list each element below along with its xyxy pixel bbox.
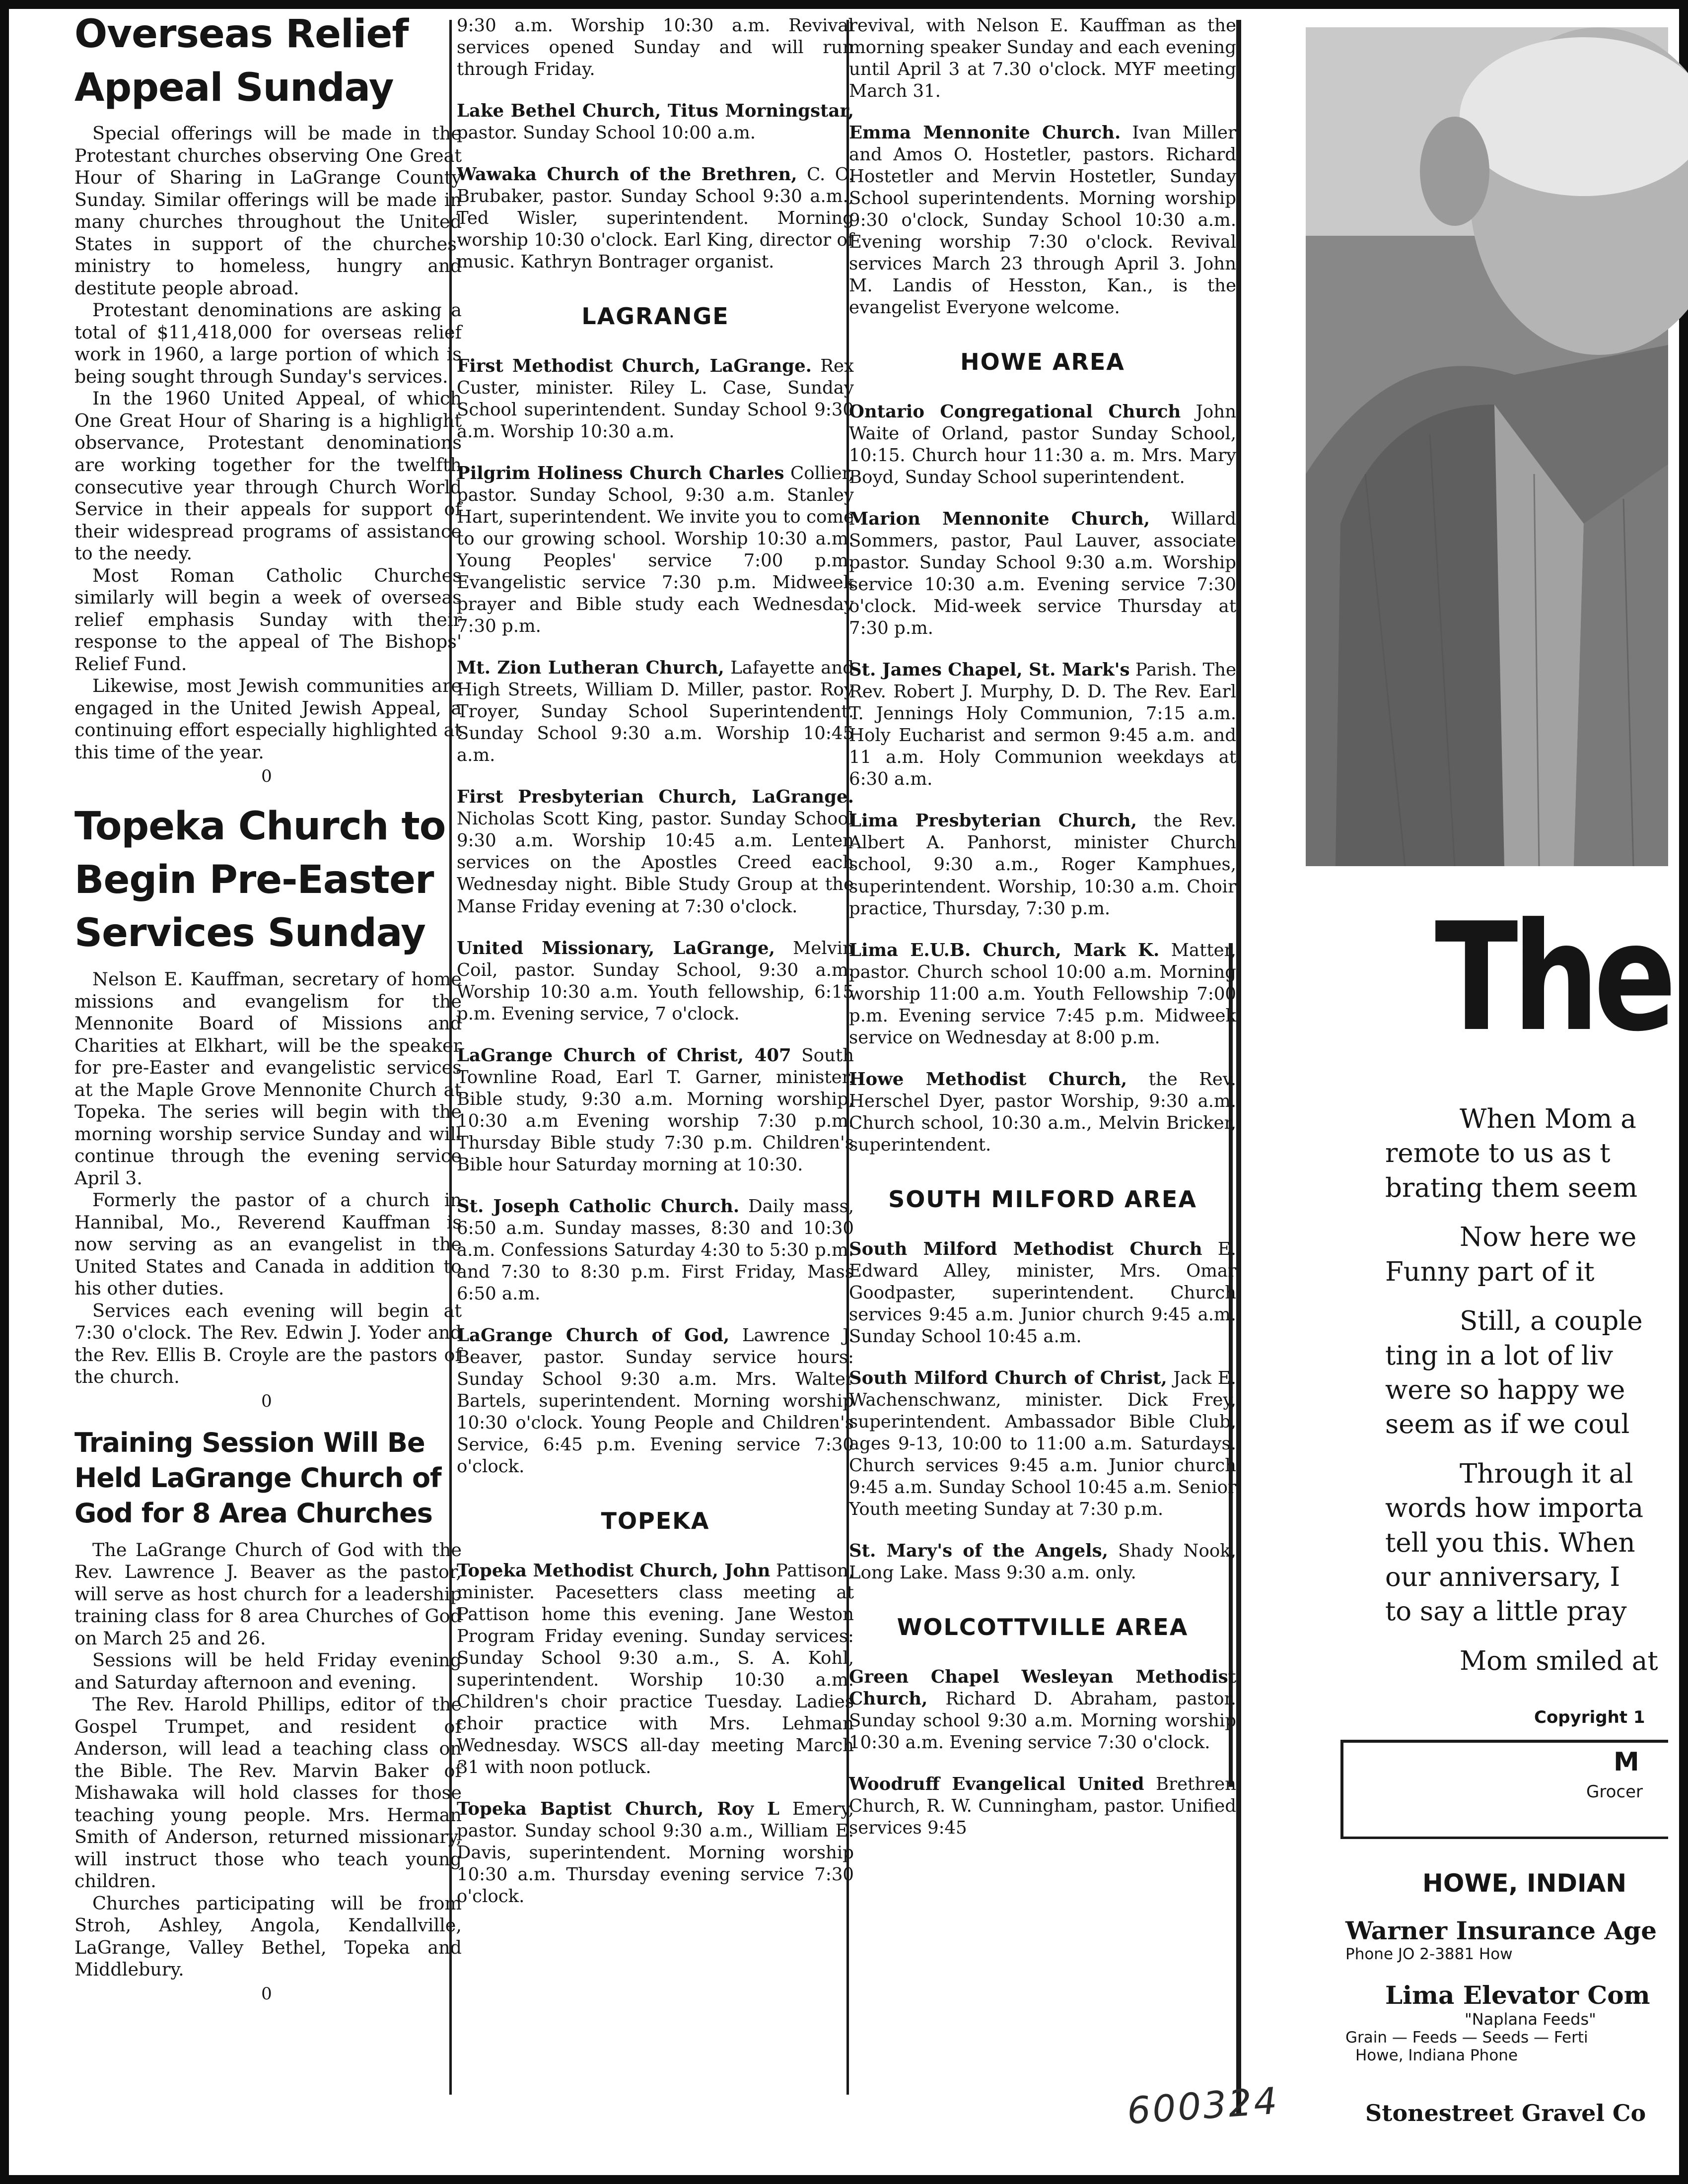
training-session-story bbox=[74, 1425, 462, 2004]
wolcottville-section-heading: WOLCOTTVILLE AREA bbox=[897, 1613, 1189, 1640]
ad-line: brating them seem bbox=[1385, 1172, 1638, 1203]
story-headline: Training Session Will Be Held LaGrange Church of God for 8 Area Churches bbox=[74, 1427, 441, 1529]
church-listing: Ontario Congregational Church John Waite of Orland, pastor Sunday School, 10:15. Church hour 11:30 a. m. Mrs. Mary Boyd, Sunday School superintendent. bbox=[849, 402, 1236, 488]
business-detail: Grain — Feeds — Seeds — Ferti bbox=[1345, 2029, 1588, 2047]
overseas-relief-story bbox=[74, 8, 462, 786]
ad-line: Mom smiled at bbox=[1460, 1645, 1658, 1676]
sponsor-name: M bbox=[1614, 1747, 1639, 1777]
story-headline: Overseas Relief Appeal Sunday bbox=[74, 12, 409, 110]
ad-line: words how importa bbox=[1385, 1493, 1644, 1524]
church-listing: Lima Presbyterian Church, the Rev. Albert A. Panhorst, minister Church school, 9:30 a.m., Roger Kamphues, superintendent. Worship, 10:30 a.m. Choir practice, Thursday, 7:30 p.m. bbox=[849, 811, 1237, 919]
church-listing: LaGrange Church of Christ, 407 South Townline Road, Earl T. Garner, minister. Bible study, 9:30 a.m. Morning worship, 10:30 a.m Evening worship 7:30 p.m. Thursday Bible study 7:30 p.m. Children's Bible hour Saturday morning at 10:30. bbox=[457, 1045, 854, 1175]
ad-line: to say a little pray bbox=[1385, 1596, 1627, 1627]
story-paragraph: Nelson E. Kauffman, secretary of home missions and evangelism for the Mennonite Board of Missions and Charities at Elkhart, will be the speaker for pre-Easter and evangelistic services at the Maple Grove Mennonite Church at Topeka. The series will begin with the morning worship service Sunday and will continue through the evening service April 3. bbox=[74, 968, 462, 1189]
topeka-section-heading: TOPEKA bbox=[601, 1507, 710, 1534]
ad-line: Still, a couple bbox=[1460, 1306, 1643, 1337]
church-listing: Lima E.U.B. Church, Mark K. Matter, pastor. Church school 10:00 a.m. Morning worship 11:00 a.m. Youth Fellowship 7:00 p.m. Evening service 7:45 p.m. Midweek service on Wednesday at 8:00 p.m. bbox=[849, 940, 1236, 1048]
archive-stamp: 600324 bbox=[1125, 2079, 1281, 2133]
story-paragraph: The Rev. Harold Phillips, editor of the Gospel Trumpet, and resident of Anderson, will lead a teaching class on the Bible. The Rev. Marvin Baker of Mishawaka will hold classes for those teaching young people. Mrs. Herman Smith of Anderson, returned missionary, will instruct those who teach young children. bbox=[74, 1694, 462, 1892]
church-listing: Green Chapel Wesleyan Methodist Church, Richard D. Abraham, pastor. Sunday school 9:30 a.m. Morning worship 10:30 a.m. Evening service 7:30 o'clock. bbox=[849, 1666, 1236, 1753]
ad-line: Through it al bbox=[1460, 1458, 1633, 1489]
column-2 bbox=[457, 15, 854, 2105]
ad-line: tell you this. When bbox=[1385, 1527, 1635, 1558]
story-paragraph: Most Roman Catholic Churches similarly will begin a week of overseas relief emphasis Sunday with their response to the appeal of The Bishops' Relief Fund. bbox=[74, 564, 462, 675]
church-listing: Lake Bethel Church, Titus Morningstar, pastor. Sunday School 10:00 a.m. bbox=[457, 101, 854, 143]
story-paragraph: Likewise, most Jewish communities are engaged in the United Jewish Appeal, a continuing effort especially highlighted at this time of the year. bbox=[74, 675, 462, 763]
church-listing: United Missionary, LaGrange, Melvin Coil, pastor. Sunday School, 9:30 a.m. Worship 10:30 a.m. Youth fellowship, 6:15 p.m. Evening service, 7 o'clock. bbox=[457, 938, 854, 1024]
church-listing: Marion Mennonite Church, Willard Sommers, pastor, Paul Lauver, associate pastor. Sunday School 9:30 a.m. Worship service 10:30 a.m. Evening service 7:30 o'clock. Mid-week service Thursday at 7:30 p.m. bbox=[849, 509, 1236, 639]
ad-line: remote to us as t bbox=[1385, 1138, 1611, 1169]
story-paragraph: Formerly the pastor of a church in Hannibal, Mo., Reverend Kauffman is now serving as an evangelist in the United States and Canada in addition to his other duties. bbox=[74, 1189, 462, 1299]
church-listing: St. Mary's of the Angels, Shady Nook, Long Lake. Mass 9:30 a.m. only. bbox=[849, 1540, 1236, 1583]
ad-line: Now here we bbox=[1460, 1222, 1637, 1253]
business-name: Warner Insurance Age bbox=[1345, 1916, 1657, 1945]
story-paragraph: Churches participating will be from Stroh, Ashley, Angola, Kendallville, LaGrange, Valley Bethel, Topeka and Middlebury. bbox=[74, 1892, 462, 1980]
lagrange-section-heading: LAGRANGE bbox=[581, 303, 729, 330]
church-listing: revival, with Nelson E. Kauffman as the morning speaker Sunday and each evening until April 3 at 7.30 o'clock. MYF meeting March 31. bbox=[849, 15, 1236, 102]
ad-line: seem as if we coul bbox=[1385, 1409, 1630, 1440]
church-listing: Topeka Methodist Church, John Pattison, minister. Pacesetters class meeting at Pattison home this evening. Jane Weston Program Friday evening. Sunday services: Sunday School 9:30 a.m., S. A. Kohl, superintendent. Worship 10:30 a.m. Children's choir practice Tuesday. Ladies choir practice with Mrs. Lehman Wednesday. WSCS all-day meeting March 31 with noon potluck. bbox=[457, 1560, 854, 1777]
sponsor-subtitle: Grocer bbox=[1586, 1782, 1643, 1802]
directory-listing bbox=[1365, 2100, 1668, 2126]
church-listing: Mt. Zion Lutheran Church, Lafayette and High Streets, William D. Miller, pastor. Roy Troyer, Sunday School Superintendent. Sunday School 9:30 a.m. Worship 10:45 a.m. bbox=[457, 658, 854, 766]
ad-border bbox=[1340, 1740, 1668, 1743]
business-detail: Phone JO 2-3881 How bbox=[1345, 1945, 1513, 1963]
church-listing: St. Joseph Catholic Church. Daily mass, 6:50 a.m. Sunday masses, 8:30 and 10:30 a.m. Confessions Saturday 4:30 to 5:30 p.m. and 7:30 to 8:30 p.m. First Friday, Mass 6:50 a.m. bbox=[457, 1196, 854, 1304]
story-separator: 0 bbox=[261, 1391, 275, 1411]
directory-listing bbox=[1345, 1916, 1668, 1963]
story-paragraph: Protestant denominations are asking a total of $11,418,000 for overseas relief work in 1960, a large portion of which is being sought through Sunday's services. bbox=[74, 299, 462, 387]
church-listing: Emma Mennonite Church. Ivan Miller and Amos O. Hostetler, pastors. Richard Hostetler and Mervin Hostetler, Sunday School superintendents. Morning worship 9:30 o'clock, Sunday School 10:30 a.m. Evening worship 7:30 o'clock. Revival services March 23 through April 3. John M. Landis of Hesston, Kan., is the evangelist Everyone welcome. bbox=[849, 123, 1236, 318]
ad-line: Funny part of it bbox=[1385, 1256, 1595, 1287]
business-detail: Howe, Indiana Phone bbox=[1355, 2047, 1518, 2064]
ad-headline: The bbox=[1435, 891, 1671, 1064]
story-separator: 0 bbox=[261, 1983, 275, 2004]
story-paragraph: Services each evening will begin at 7:30 o'clock. The Rev. Edwin J. Yoder and the Rev. Ellis B. Croyle are the pastors of the church. bbox=[74, 1299, 462, 1388]
ad-line: When Mom a bbox=[1460, 1104, 1636, 1134]
story-paragraph: Sessions will be held Friday evening and Saturday afternoon and evening. bbox=[74, 1649, 462, 1693]
directory-listing bbox=[1345, 1980, 1668, 2064]
ad-line: ting in a lot of liv bbox=[1385, 1340, 1613, 1371]
church-listing: First Presbyterian Church, LaGrange. Nicholas Scott King, pastor. Sunday School 9:30 a.m. Worship 10:45 a.m. Lenten services on the Apostles Creed each Wednesday night. Bible Study Group at the Manse Friday evening at 7:30 o'clock. bbox=[457, 787, 854, 917]
story-paragraph: Special offerings will be made in the Protestant churches observing One Great Hour of Sharing in LaGrange County Sunday. Similar offerings will be made in many churches throughout the United States in support of the churches' ministry to homeless, hungry and destitute people abroad. bbox=[74, 123, 462, 299]
church-listing: Wawaka Church of the Brethren, C. O. Brubaker, pastor. Sunday School 9:30 a.m., Ted Wisler, superintendent. Morning worship 10:30 o'clock. Earl King, director of music. Kathryn Bontrager organist. bbox=[457, 164, 854, 273]
column-1 bbox=[74, 12, 462, 2105]
portrait-image bbox=[1306, 27, 1668, 866]
church-listing: LaGrange Church of God, Lawrence J. Beaver, pastor. Sunday service hours: Sunday School 9:30 a.m. Mrs. Walter Bartels, superintendent. Morning worship 10:30 o'clock. Young People and Children's Service, 6:45 p.m. Evening service 7:30 o'clock. bbox=[457, 1325, 854, 1477]
story-separator: 0 bbox=[261, 766, 275, 787]
ad-line: our anniversary, I bbox=[1385, 1562, 1620, 1593]
church-listing: First Methodist Church, LaGrange. Rex Custer, minister. Riley L. Case, Sunday School superintendent. Sunday School 9:30 a.m. Worship 10:30 a.m. bbox=[457, 356, 854, 442]
column-3 bbox=[849, 15, 1237, 2035]
church-listing: 9:30 a.m. Worship 10:30 a.m. Revival services opened Sunday and will run through Friday. bbox=[457, 15, 854, 80]
ad-copyright: Copyright 1 bbox=[1534, 1707, 1645, 1727]
column-rule bbox=[1236, 20, 1241, 2115]
south-milford-section-heading: SOUTH MILFORD AREA bbox=[888, 1185, 1197, 1213]
church-listing: South Milford Methodist Church E. Edward Alley, minister, Mrs. Omar Goodpaster, superintendent. Church services 9:45 a.m. Junior church 9:45 a.m. Sunday School 10:45 a.m. bbox=[849, 1238, 1237, 1347]
business-directory-heading: HOWE, INDIAN bbox=[1422, 1869, 1627, 1898]
story-paragraph: In the 1960 United Appeal, of which One Great Hour of Sharing is a highlight observance, Protestant denominations are working together for the twelfth consecutive year through Church World Service in their appeals for support of their widespread programs of assistance to the needy. bbox=[74, 388, 462, 564]
church-listing: Howe Methodist Church, the Rev. Herschel Dyer, pastor Worship, 9:30 a.m. Church school, 10:30 a.m., Melvin Bricker, superintendent. bbox=[849, 1069, 1236, 1155]
church-listing: St. James Chapel, St. Mark's Parish. The Rev. Robert J. Murphy, D. D. The Rev. Earl T. Jennings Holy Communion, 7:15 a.m. Holy Eucharist and sermon 9:45 a.m. and 11 a.m. Holy Communion weekdays at 6:30 a.m. bbox=[849, 660, 1236, 790]
ad-border bbox=[1340, 1742, 1343, 1837]
business-tagline: "Naplana Feeds" bbox=[1465, 2010, 1596, 2029]
ad-border bbox=[1340, 1837, 1668, 1839]
topeka-church-story bbox=[74, 800, 462, 1411]
ad-photo-portrait bbox=[1306, 27, 1668, 866]
story-headline: Topeka Church to Begin Pre-Easter Services Sunday bbox=[74, 804, 446, 956]
business-name: Lima Elevator Com bbox=[1385, 1980, 1650, 2010]
church-listing: Woodruff Evangelical United Brethren Church, R. W. Cunningham, pastor. Unified services 9:45 bbox=[849, 1774, 1236, 1838]
church-listing: Topeka Baptist Church, Roy L Emery, pastor. Sunday school 9:30 a.m., William E. Davis, superintendent. Morning worship 10:30 a.m. Thursday evening service 7:30 o'clock. bbox=[457, 1799, 854, 1907]
story-paragraph: The LaGrange Church of God with the Rev. Lawrence J. Beaver as the pastor, will serve as host church for a leadership training class for 8 area Churches of God on March 25 and 26. bbox=[74, 1539, 462, 1649]
church-listing: South Milford Church of Christ, Jack E. Wachenschwanz, minister. Dick Frey, superintendent. Ambassador Bible Club, ages 9-13, 10:00 to 11:00 a.m. Saturdays. Church services 9:45 a.m. Junior church 9:45 a.m. Sunday School 10:45 a.m. Senior Youth meeting Sunday at 7:30 p.m. bbox=[849, 1367, 1236, 1519]
church-listing: Pilgrim Holiness Church Charles Collier, pastor. Sunday School, 9:30 a.m. Stanley Hart, superintendent. We invite you to come to our growing school. Worship 10:30 a.m. Young Peoples' service 7:00 p.m. Evangelistic service 7:30 p.m. Midweek prayer and Bible study each Wednesday 7:30 p.m. bbox=[457, 463, 854, 637]
howe-section-heading: HOWE AREA bbox=[960, 348, 1125, 376]
business-name: Stonestreet Gravel Co bbox=[1365, 2100, 1646, 2126]
ad-line: were so happy we bbox=[1385, 1374, 1625, 1405]
ad-copy bbox=[1385, 1102, 1668, 1693]
